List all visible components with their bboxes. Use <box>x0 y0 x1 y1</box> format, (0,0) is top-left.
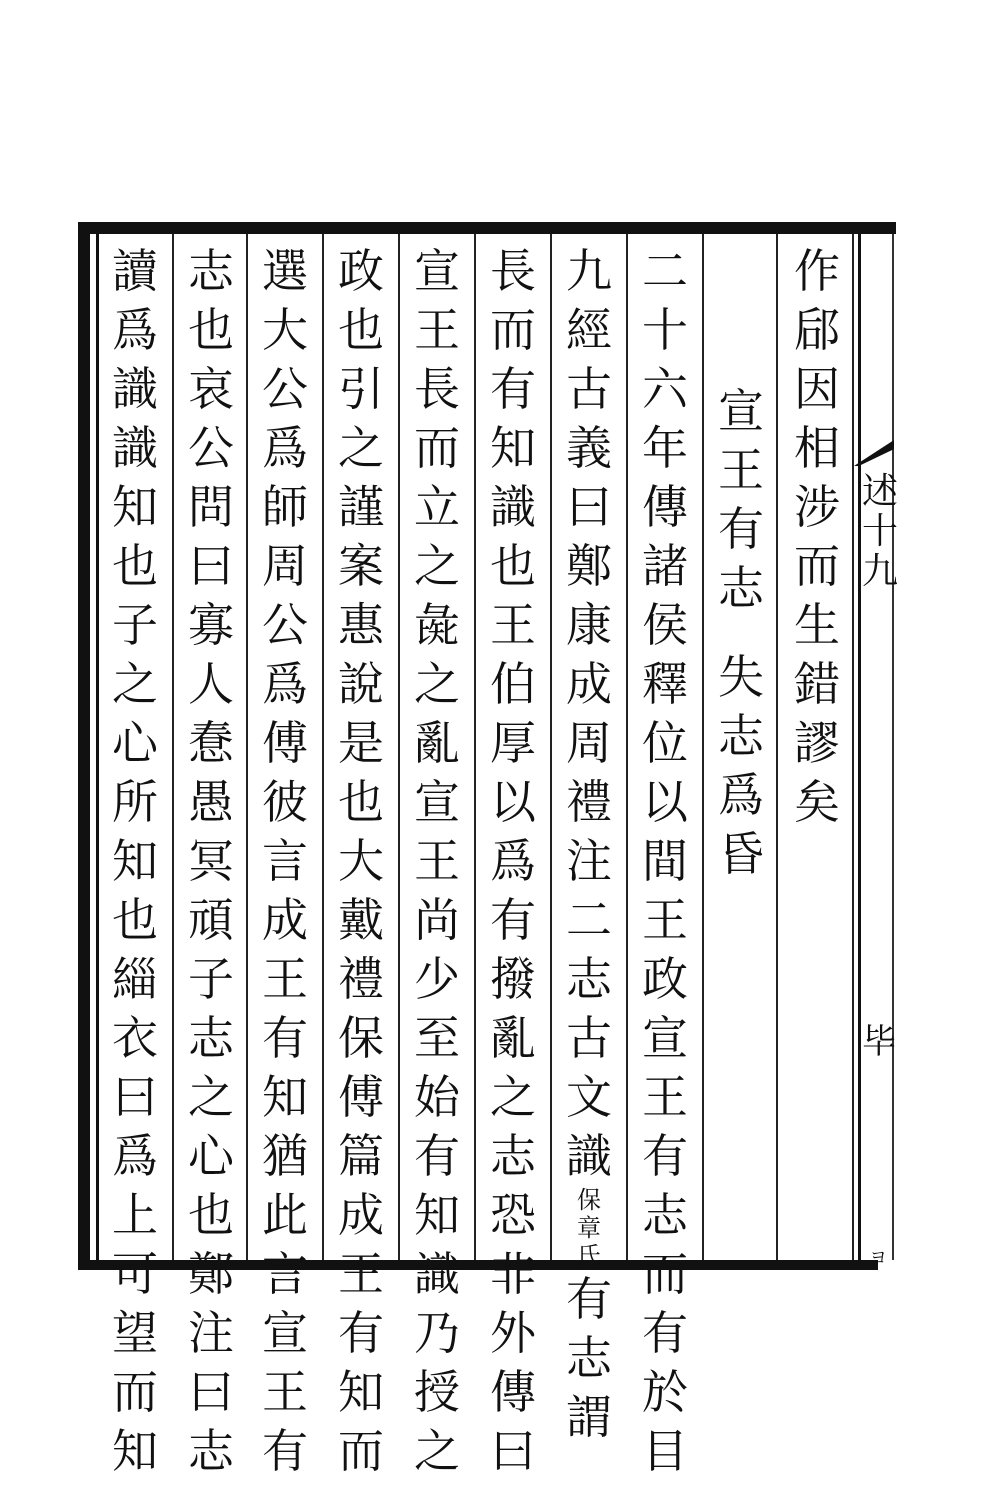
character: 謹 <box>338 480 384 534</box>
character: 傳 <box>642 480 688 534</box>
character: 而 <box>414 421 460 475</box>
character: 有 <box>718 502 764 556</box>
small-character: 保 <box>577 1186 601 1214</box>
character: 子 <box>188 952 234 1006</box>
character: 戴 <box>338 893 384 947</box>
character: 撥 <box>490 952 536 1006</box>
character: 惠 <box>338 598 384 652</box>
character: 注 <box>566 834 612 888</box>
character: 政 <box>338 244 384 298</box>
character: 彼 <box>262 775 308 829</box>
character: 王 <box>642 1070 688 1124</box>
column-divider <box>322 234 324 1260</box>
character: 爲 <box>112 1129 158 1183</box>
character: 之 <box>112 657 158 711</box>
character: 鄭 <box>188 1247 234 1301</box>
fore-edge-rule <box>858 234 861 1260</box>
character: 述 <box>862 471 899 512</box>
character: 望 <box>112 1306 158 1360</box>
character: 授 <box>414 1365 460 1419</box>
character: 之 <box>490 1070 536 1124</box>
character: 有 <box>566 1272 612 1326</box>
text-column-6 <box>404 242 470 1478</box>
character: 爲 <box>262 421 308 475</box>
text-column-1 <box>784 242 850 1252</box>
character: 爲 <box>112 303 158 357</box>
character: 亂 <box>490 1011 536 1065</box>
text-column-9 <box>178 242 244 1478</box>
character: 年 <box>642 421 688 475</box>
character: 宣 <box>718 384 764 438</box>
character: 王 <box>262 1365 308 1419</box>
character: 有 <box>642 1306 688 1360</box>
character: 二 <box>566 893 612 947</box>
character: 九 <box>566 244 612 298</box>
character: 宣 <box>414 244 460 298</box>
fore-edge-rule-outer <box>892 234 894 1260</box>
character: 識 <box>112 362 158 416</box>
character: 古 <box>566 1011 612 1065</box>
character: 之 <box>414 1424 460 1478</box>
character: 作 <box>794 244 840 298</box>
character: 傅 <box>338 1070 384 1124</box>
character: 王 <box>414 834 460 888</box>
character: 失 <box>718 650 764 704</box>
character: 緇 <box>112 952 158 1006</box>
character: 始 <box>414 1070 460 1124</box>
character: 知 <box>112 834 158 888</box>
character: 王 <box>262 952 308 1006</box>
character: 也 <box>338 303 384 357</box>
character: 位 <box>642 716 688 770</box>
character: 有 <box>338 1306 384 1360</box>
character: 相 <box>794 421 840 475</box>
character: 侯 <box>642 598 688 652</box>
column-divider <box>398 234 400 1260</box>
character: 十 <box>862 511 899 552</box>
character: 而 <box>490 303 536 357</box>
text-column-3 <box>632 242 698 1478</box>
character: 厚 <box>490 716 536 770</box>
character: 寡 <box>188 598 234 652</box>
character: 冥 <box>188 834 234 888</box>
character: 惷 <box>188 716 234 770</box>
character: 周 <box>566 716 612 770</box>
character: 有 <box>490 362 536 416</box>
character: 涉 <box>794 480 840 534</box>
character: 讀 <box>112 244 158 298</box>
character: 識 <box>112 421 158 475</box>
character: 十 <box>642 303 688 357</box>
character: 王 <box>490 598 536 652</box>
character: 錯 <box>794 657 840 711</box>
character: 曰 <box>188 1365 234 1419</box>
character: 大 <box>262 303 308 357</box>
column-divider <box>172 234 174 1260</box>
small-character: 氏 <box>577 1242 601 1270</box>
character: 而 <box>794 539 840 593</box>
character: 康 <box>566 598 612 652</box>
character: 因 <box>794 362 840 416</box>
character: 此 <box>262 1188 308 1242</box>
character: 之 <box>188 1070 234 1124</box>
character: 間 <box>642 834 688 888</box>
character: 心 <box>112 716 158 770</box>
character: 而 <box>338 1424 384 1478</box>
character: 立 <box>414 480 460 534</box>
character: 公 <box>262 362 308 416</box>
character: 志 <box>718 561 764 615</box>
character: 案 <box>338 539 384 593</box>
character: 至 <box>414 1011 460 1065</box>
text-column-4-tail <box>566 1270 612 1447</box>
column-divider <box>550 234 552 1260</box>
character: 周 <box>262 539 308 593</box>
character: 志 <box>188 1011 234 1065</box>
character: 也 <box>112 539 158 593</box>
character: 言 <box>262 1247 308 1301</box>
character: 頑 <box>188 893 234 947</box>
text-column-7 <box>328 242 394 1478</box>
text-column-4-main <box>566 242 612 1186</box>
character: 古 <box>566 362 612 416</box>
character: 也 <box>338 775 384 829</box>
character: 王 <box>642 893 688 947</box>
book-page <box>78 222 899 1478</box>
text-column-10 <box>102 242 168 1478</box>
character: 昏 <box>718 827 764 881</box>
character: 公 <box>262 598 308 652</box>
character: 志 <box>188 244 234 298</box>
character: 外 <box>490 1306 536 1360</box>
character: 也 <box>188 303 234 357</box>
character: 六 <box>642 362 688 416</box>
character: 上 <box>112 1188 158 1242</box>
character: 可 <box>112 1247 158 1301</box>
column-divider <box>702 234 704 1260</box>
character: 諸 <box>642 539 688 593</box>
character: 以 <box>490 775 536 829</box>
fore-edge-mark: ヨ <box>869 1248 887 1269</box>
character: 志 <box>718 709 764 763</box>
character: 亂 <box>414 716 460 770</box>
character: 子 <box>112 598 158 652</box>
character: 之 <box>338 421 384 475</box>
character: 所 <box>112 775 158 829</box>
frame-top-rule <box>78 222 896 234</box>
character: 之 <box>414 539 460 593</box>
character: 王 <box>414 303 460 357</box>
character: 曰 <box>490 1424 536 1478</box>
character: 志 <box>188 1424 234 1478</box>
character: 保 <box>338 1011 384 1065</box>
character: 尚 <box>414 893 460 947</box>
character: 公 <box>188 421 234 475</box>
character: 注 <box>188 1306 234 1360</box>
inline-note <box>577 1186 601 1270</box>
character: 愚 <box>188 775 234 829</box>
character: 謬 <box>794 716 840 770</box>
character: 哀 <box>188 362 234 416</box>
character: 大 <box>338 834 384 888</box>
character: 知 <box>112 480 158 534</box>
character: 長 <box>414 362 460 416</box>
character: 而 <box>642 1247 688 1301</box>
character: 識 <box>566 1129 612 1183</box>
character: 成 <box>338 1188 384 1242</box>
fore-edge-title <box>862 472 898 592</box>
character: 是 <box>338 716 384 770</box>
character: 爲 <box>490 834 536 888</box>
character: 成 <box>566 657 612 711</box>
character: 也 <box>188 1188 234 1242</box>
column-divider <box>246 234 248 1260</box>
character: 經 <box>566 303 612 357</box>
character: 曰 <box>188 539 234 593</box>
character: 志 <box>642 1188 688 1242</box>
character: 傅 <box>262 716 308 770</box>
character: 知 <box>490 421 536 475</box>
text-column-4 <box>556 242 622 1444</box>
character: 禮 <box>566 775 612 829</box>
character: 衣 <box>112 1011 158 1065</box>
character: 生 <box>794 598 840 652</box>
character: 師 <box>262 480 308 534</box>
character: 九 <box>862 551 899 592</box>
character: 宣 <box>262 1306 308 1360</box>
heading-column <box>718 382 764 884</box>
character: 志 <box>566 952 612 1006</box>
character: 知 <box>112 1424 158 1478</box>
character: 於 <box>642 1365 688 1419</box>
character: 說 <box>338 657 384 711</box>
character: 禮 <box>338 952 384 1006</box>
character: 爲 <box>262 657 308 711</box>
character: 知 <box>414 1188 460 1242</box>
character: 彘 <box>414 598 460 652</box>
character: 恐 <box>490 1188 536 1242</box>
character: 謂 <box>566 1390 612 1444</box>
character: 王 <box>338 1247 384 1301</box>
fore-edge-leaf-number: 毕 <box>862 1022 896 1062</box>
character: 目 <box>642 1424 688 1478</box>
character: 篇 <box>338 1129 384 1183</box>
character: 有 <box>262 1424 308 1478</box>
character: 心 <box>188 1129 234 1183</box>
character: 非 <box>490 1247 536 1301</box>
character: 知 <box>338 1365 384 1419</box>
character: 有 <box>414 1129 460 1183</box>
character: 有 <box>642 1129 688 1183</box>
character: 矣 <box>794 775 840 829</box>
character: 有 <box>490 893 536 947</box>
character: 伯 <box>490 657 536 711</box>
character: 選 <box>262 244 308 298</box>
small-character: 章 <box>577 1214 601 1242</box>
character: 也 <box>112 893 158 947</box>
character: 文 <box>566 1070 612 1124</box>
column-divider <box>776 234 778 1260</box>
character: 人 <box>188 657 234 711</box>
character: 知 <box>262 1070 308 1124</box>
character: 曰 <box>112 1070 158 1124</box>
column-divider <box>626 234 628 1260</box>
column-divider <box>474 234 476 1260</box>
character: 識 <box>490 480 536 534</box>
character: 王 <box>718 443 764 497</box>
character: 言 <box>262 834 308 888</box>
frame-left-inner-rule <box>96 234 99 1264</box>
character: 曰 <box>566 480 612 534</box>
character: 長 <box>490 244 536 298</box>
character: 少 <box>414 952 460 1006</box>
character: 鄭 <box>566 539 612 593</box>
text-column-5 <box>480 242 546 1478</box>
text-column-2 <box>708 242 774 1252</box>
character: 二 <box>642 244 688 298</box>
character: 志 <box>566 1331 612 1385</box>
character: 成 <box>262 893 308 947</box>
character: 以 <box>642 775 688 829</box>
character: 也 <box>490 539 536 593</box>
character: 志 <box>490 1129 536 1183</box>
character: 而 <box>112 1365 158 1419</box>
fore-edge-band <box>858 234 899 1269</box>
character: 爲 <box>718 768 764 822</box>
character: 識 <box>414 1247 460 1301</box>
character: 義 <box>566 421 612 475</box>
character: 傳 <box>490 1365 536 1419</box>
character: 宣 <box>642 1011 688 1065</box>
character: 乃 <box>414 1306 460 1360</box>
character: 郈 <box>794 303 840 357</box>
character: 釋 <box>642 657 688 711</box>
character: 問 <box>188 480 234 534</box>
frame-left-rule <box>78 222 90 1270</box>
column-divider <box>852 234 854 1260</box>
character: 有 <box>262 1011 308 1065</box>
character: 引 <box>338 362 384 416</box>
text-column-8 <box>252 242 318 1478</box>
character: 猶 <box>262 1129 308 1183</box>
character: 政 <box>642 952 688 1006</box>
character: 宣 <box>414 775 460 829</box>
character: 之 <box>414 657 460 711</box>
